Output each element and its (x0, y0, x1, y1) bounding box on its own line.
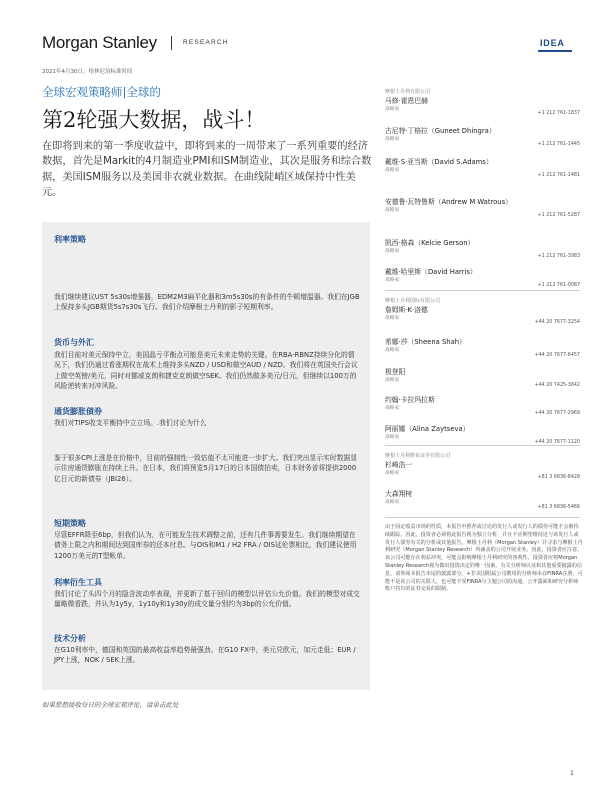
author-role: 战略家 (385, 107, 400, 112)
section-heading-inflation: 通货膨胀债券 (54, 407, 102, 416)
author-name[interactable]: 约翰·卡拉玛拉斯 (385, 396, 435, 404)
author-entry (385, 394, 580, 416)
author-entry (385, 88, 580, 116)
section-text-inflation: 我们对TIPS收支平衡持中立立场。.我们讨论为什么 (54, 419, 207, 427)
author-phone: +44 20 7677-2969 (534, 411, 580, 416)
page-title: 第2轮强大数据，战斗！ (42, 108, 266, 132)
author-phone: +44 20 7677-1120 (534, 440, 580, 445)
author-group-divider (385, 290, 580, 291)
author-name[interactable]: 杉崎浩一 (385, 461, 413, 469)
idea-underline (538, 50, 572, 52)
author-phone: +1 212 761-5287 (537, 213, 580, 218)
author-role: 战略家 (385, 137, 400, 142)
author-role: 战略家 (385, 500, 400, 505)
author-entry (385, 488, 580, 510)
author-role: 战略家 (385, 435, 400, 440)
author-name[interactable]: 戴维·S·亚当斯（David S.Adams） (385, 158, 493, 166)
section-heading-rates: 利率策略 (54, 235, 86, 244)
author-name[interactable]: 马修·霍恩巴赫 (385, 97, 428, 105)
author-phone: +44 20 7677-6457 (534, 353, 580, 358)
author-entry (385, 156, 580, 178)
author-phone: +44 20 7677-3254 (534, 320, 580, 325)
author-name[interactable]: 阿丽娜（Alina Zaytseva） (385, 425, 470, 433)
author-group-divider (385, 445, 580, 446)
section-text-short-term: 尽管EFFR降至6bp，但我们认为，在可能发生技术调整之前，还有几件事需要发生。我们继续期望在债务上限之内和期间达到国库券的还本付息。与OIS和M1 / H2 FRA / OIS延伦票相比，我们建议使用1200万美元的T型帐单。 (54, 531, 357, 560)
author-name[interactable]: 希娜·莎（Sheena Shah） (385, 338, 466, 346)
report-date: 2021年4月30日，格林尼治标准时间 (42, 69, 133, 75)
author-name[interactable]: 极登阳 (385, 368, 406, 376)
author-name[interactable]: 詹姆斯·K·洛德 (385, 306, 428, 314)
author-role: 战略家 (385, 208, 400, 213)
author-role: 战略家 (385, 168, 400, 173)
author-phone: +1 212 761-1837 (537, 111, 580, 116)
author-phone: +1 212 761-1445 (537, 142, 580, 147)
section-text-inflation-detail: 鉴于很多CPI上涨是在价格中，目前的强制性一致估值不太可能进一步扩大。我们突出显示实时数据显示住房通货膨胀在持续上升。在日本，我们将预览5月17日的日本国债拍卖，日本财务省将提供2000亿日元的新债券（JBI26）。 (54, 454, 358, 483)
author-org: 摩根士丹利有限公司 (385, 89, 431, 95)
author-phone: +1 212 761-3983 (537, 254, 580, 259)
morgan-stanley-logo: Morgan Stanley (42, 33, 157, 52)
page-number: 1 (570, 770, 574, 777)
author-entry (385, 297, 580, 325)
author-org: 摩根士丹利国际有限公司 (385, 298, 441, 304)
author-entry (385, 125, 580, 147)
author-role: 战略家 (385, 278, 400, 283)
author-role: 战略家 (385, 406, 400, 411)
idea-badge: IDEA (540, 38, 565, 48)
author-entry (385, 196, 580, 218)
disclaimer: 由于固定收益市场的性质，本报告中推荐或讨论的发行人或发行人的债券可能不会被持续跟踪。因此，投资者必须将此报告视为独立分析，并且不应期望维持这与该发行人或发行人债券有关的分析或其他报告。摩根士丹利（Morgan Stanley）并寻求与摩根士丹利研究（Morgan Stanley Research）所涵盖的公司开展业务。因此，投资者应注意，该公司可能存在利益冲突，可能会影响摩根士丹利研究的客观性。投资者应将Morgan Stanley Research视为做出投资决定的唯一因素。有关分析师认证和其他重要披露的信息，请参阅本报告末尾的披露部分。+非美国附属公司聘用的分析师未在FINRA注册，可能不是该公司的关联人，也可能不受FINRA与主题公司的沟通，公开露面和研究分析师账户持有的证券交易的限制。 (385, 524, 583, 593)
author-name[interactable]: 凯西·格森（Kelcie Gerson） (385, 239, 475, 247)
author-role: 战略家 (385, 348, 400, 353)
author-role: 战略家 (385, 378, 400, 383)
author-name[interactable]: 古尼特·丁格拉（Guneet Dhingra） (385, 127, 496, 135)
author-name[interactable]: 大森翔树 (385, 490, 413, 498)
author-role: 战略家 (385, 249, 400, 254)
subscribe-link[interactable]: 如果您想接收每日的全球宏观评论，请单击此处 (42, 701, 179, 709)
author-entry (385, 452, 580, 480)
summary-box (42, 222, 370, 690)
section-heading-short-term: 短期策略 (54, 519, 86, 528)
author-phone: +1 212 761-0087 (537, 283, 580, 288)
author-role: 战略家 (385, 471, 400, 476)
section-heading-fx: 货币与外汇 (54, 338, 94, 347)
author-entry (385, 336, 580, 358)
author-phone: +1 212 761-1481 (537, 173, 580, 178)
author-entry (385, 266, 580, 288)
author-phone: +44 20 7425-3842 (534, 383, 580, 388)
section-heading-derivatives: 利率衍生工具 (54, 578, 102, 587)
author-name[interactable]: 戴维·哈里斯（David Harris） (385, 268, 477, 276)
research-label: RESEARCH (183, 39, 229, 46)
author-entry (385, 423, 580, 445)
author-entry (385, 237, 580, 259)
section-text-fx: 我们目前对美元保持中立，美国晶亏平衡点可能是美元未来走势的关键。在RBA-RBNZ持续分化的情况下，我们仍通过看涨期权在战术上维持多头NZD / USD和做空AUD / NZD。我们将在英国央行会议上做空英镑/美元，同时对挪威克朗和捷克克朗做空SEK。我们仍然做多美元/日元，但继续以100万的风险逆转来对冲风险。 (54, 351, 358, 391)
section-text-technical: 在G10利率中，德国和英国的最高收益率趋势最强劲。在G10 FX中，美元兑欧元，加元走低；EUR / JPY上涨，NOK / SEK上涨。 (54, 646, 356, 665)
section-text-derivatives: 我们讨论了头四个月的隐含波动率表现，并更新了基于回归的模型以评估公允价值。我们的模型对成交量略微看跌，并认为1y5y，1y10y和1y30y的成交量分别约为3bp的公允价值。 (54, 590, 360, 609)
lede-paragraph: 在即将到来的第一季度收益中，即将到来的一周带来了一系列重要的经济数据，首先是Markit的4月制造业PMI和ISM制造业，其次是服务和综合数据，美国ISM服务以及美国非农就业数据。在曲线陡峭区域保持中性美元。 (42, 141, 372, 199)
author-phone: +81 3 6836-5466 (537, 505, 580, 510)
author-phone: +81 3 6836-8428 (537, 475, 580, 480)
section-text-rates: 我们继续建议UST 5s30s增强器，EDM2M3扁平化器和3m5s30s的有条件的牛顿增温器。我们在JGB上保持多头JGB期货5s7s30s飞行。我们介绍摩根士丹利的影子短期利率。 (54, 293, 360, 312)
author-name[interactable]: 安德鲁·瓦特鲁斯（Andrew M Watrous） (385, 198, 512, 206)
series-title[interactable]: 全球宏观策略师|全球的 (42, 85, 161, 99)
author-group-divider (385, 517, 580, 518)
section-heading-technical: 技术分析 (54, 634, 86, 643)
author-role: 战略家 (385, 316, 400, 321)
author-entry (385, 366, 580, 388)
logo-divider (171, 36, 172, 50)
author-org: 摩根士丹利维布证券有限公司 (385, 453, 451, 459)
